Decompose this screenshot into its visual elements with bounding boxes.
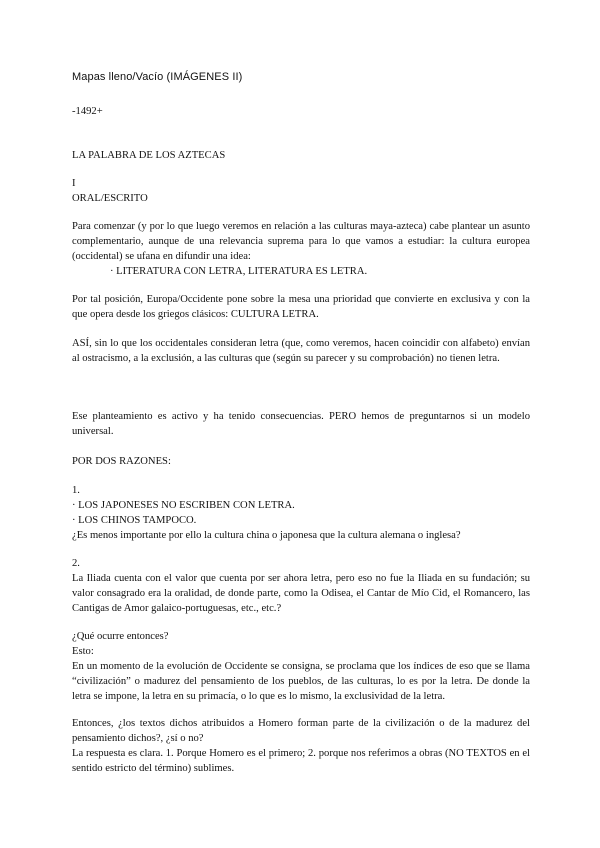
label-esto: Esto: [72,646,94,657]
section-number: I [72,178,76,189]
reason-1-question: ¿Es menos importante por ello la cultura china o japonesa que la cultura alemana o inglesa? [72,530,461,541]
paragraph-ostracismo: ASÍ, sin lo que los occidentales consideran letra (que, como veremos, hacen coincidir con alfabeto) envían al ostracismo, a la exclusión, a las culturas que (según su parecer y su comprobación) no tienen letra. [72,338,530,365]
paragraph-intro: Para comenzar (y por lo que luego veremos en relación a las culturas maya-azteca) cabe plantear un asunto complementario, aunque de una relevancia suprema para lo que vamos a estudiar: la cultura europea (occidental) se ufana en difundir una idea: [72,221,530,263]
year-label: -1492+ [72,106,103,117]
document-header: Mapas lleno/Vacío (IMÁGENES II) [72,71,243,83]
quote-literatura: · LITERATURA CON LETRA, LITERATURA ES LETRA. [110,266,368,277]
reason-1-number: 1. [72,485,80,496]
document-title: LA PALABRA DE LOS AZTECAS [72,150,226,161]
reason-2-number: 2. [72,558,80,569]
paragraph-homero-question: Entonces, ¿los textos dichos atribuidos a Homero forman parte de la civilización o de la madurez del pensamiento dichos?, ¿sí o no? [72,718,530,745]
paragraph-cultura-letra: Por tal posición, Europa/Occidente pone sobre la mesa una prioridad que convierte en exclusiva y con la que opera desde los griegos clásicos: CULTURA LETRA. [72,294,530,321]
reason-1-chinos: · LOS CHINOS TAMPOCO. [72,515,197,526]
paragraph-civilizacion: En un momento de la evolución de Occidente se consigna, se proclama que los índices de eso que se llama “civilización” o madurez del pensamiento de los pueblos, de las culturas, lo es por la letra. De donde la letra se impone, la letra en su primacía, o lo que es lo mismo, la exclusividad de la letra. [72,661,530,703]
question-entonces: ¿Qué ocurre entonces? [72,631,169,642]
paragraph-planteamiento: Ese planteamiento es activo y ha tenido consecuencias. PERO hemos de preguntarnos si un modelo universal. [72,411,530,438]
reason-2-text: La Iliada cuenta con el valor que cuenta por ser ahora letra, pero eso no fue la Iliada en su fundación; su valor consagrado era la oralidad, de donde parte, como la Odisea, el Cantar de Mío Cid, el Romancero, las Cantigas de Amor galaico-portuguesas, etc., etc.? [72,573,530,615]
paragraph-respuesta: La respuesta es clara. 1. Porque Homero es el primero; 2. porque nos referimos a obras (NO TEXTOS en el sentido estricto del término) sublimes. [72,748,530,775]
section-subtitle: ORAL/ESCRITO [72,193,148,204]
reason-1-japoneses: · LOS JAPONESES NO ESCRIBEN CON LETRA. [72,500,295,511]
reasons-heading: POR DOS RAZONES: [72,456,171,467]
